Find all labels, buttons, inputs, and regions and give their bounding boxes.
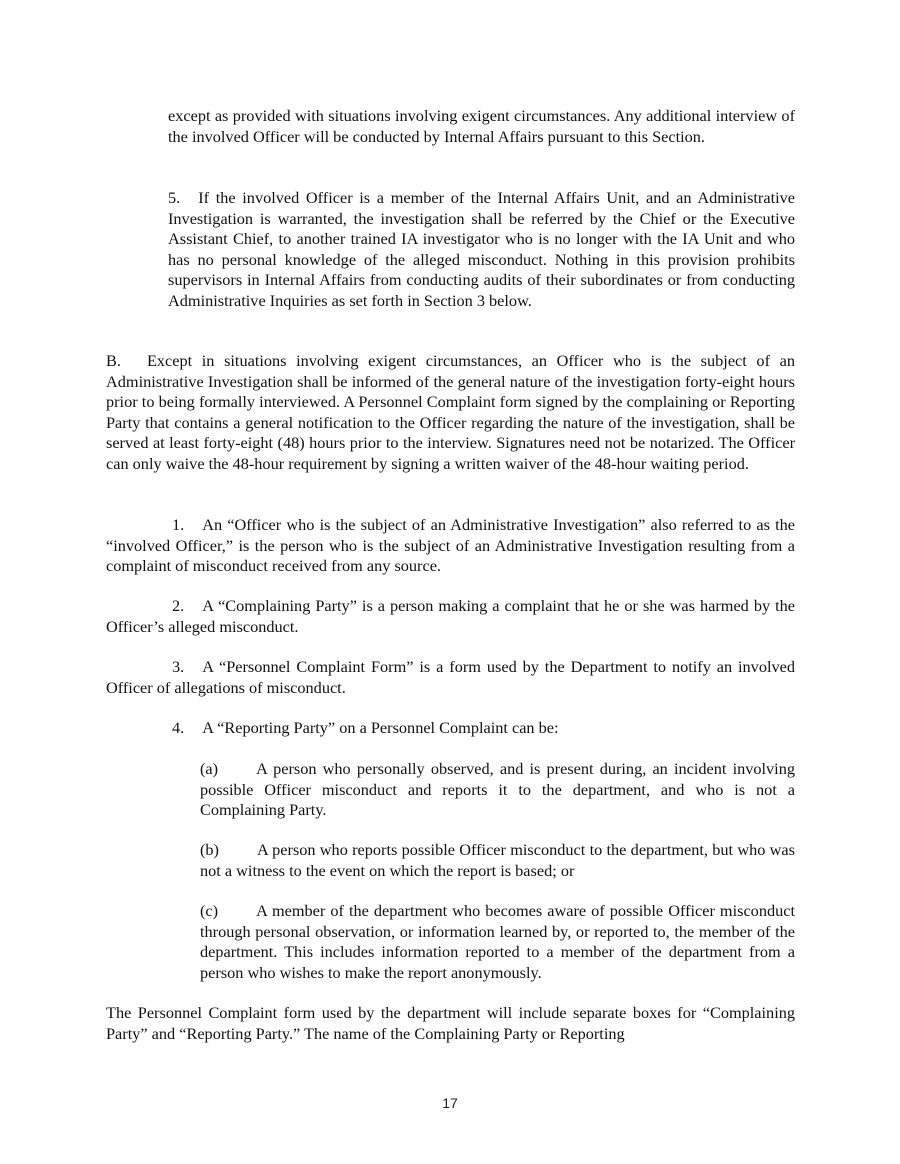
paragraph-a5 — [168, 188, 795, 311]
paragraph-text: A “Personnel Complaint Form” is a form used by the Department to notify an involved Officer of allegations of misconduct. — [106, 657, 795, 697]
paragraph-text: If the involved Officer is a member of the Internal Affairs Unit, and an Administrative Investigation is warranted, the investigation shall be referred by the Chief or the Executive Assistant Chief, to another trained IA investigator who is no longer with the IA Unit and who has no personal knowledge of the alleged misconduct. Nothing in this provision prohibits supervisors in Internal Affairs from conducting audits of their subordinates or from conducting Administrative Inquiries as set forth in Section 3 below. — [168, 188, 795, 310]
paragraph-text: A member of the department who becomes aware of possible Officer misconduct through personal observation, or information learned by, or reported to, the member of the department. This includes information reported to a member of the department from a person who wishes to make the report anonymously. — [200, 901, 795, 982]
paragraph-b2 — [106, 596, 795, 637]
paragraph-b4a — [200, 759, 795, 821]
paragraph-number: 4. — [172, 718, 185, 737]
paragraph-text: The Personnel Complaint form used by the department will include separate boxes for “Complaining Party” and “Reporting Party.” The name of the Complaining Party or Reporting — [106, 1003, 795, 1043]
paragraph-a4-continuation — [168, 106, 795, 147]
paragraph-number: 5. — [168, 188, 181, 207]
paragraph-text: A person who reports possible Officer misconduct to the department, but who was not a witness to the event on which the report is based; or — [200, 840, 795, 880]
paragraph-number: 3. — [172, 657, 185, 676]
page-number: 17 — [442, 1095, 458, 1111]
paragraph-label: (a) — [200, 759, 219, 778]
paragraph-label: (b) — [200, 840, 219, 859]
paragraph-text: except as provided with situations involving exigent circumstances. Any additional interview of the involved Officer will be conducted by Internal Affairs pursuant to this Section. — [168, 106, 795, 146]
paragraph-number: 2. — [172, 596, 185, 615]
paragraph-number: 1. — [172, 515, 185, 534]
paragraph-label: B. — [106, 351, 121, 370]
paragraph-b3 — [106, 657, 795, 698]
paragraph-label: (c) — [200, 901, 219, 920]
paragraph-text: A person who personally observed, and is present during, an incident involving possible Officer misconduct and reports it to the department, and who is not a Complaining Party. — [200, 759, 795, 819]
paragraph-text: A “Reporting Party” on a Personnel Complaint can be: — [202, 718, 559, 737]
paragraph-text: An “Officer who is the subject of an Administrative Investigation” also referred to as the “involved Officer,” is the person who is the subject of an Administrative Investigation resulting from a complaint of misconduct received from any source. — [106, 515, 795, 575]
paragraph-final — [106, 1003, 795, 1044]
paragraph-b1 — [106, 515, 795, 577]
paragraph-b4b — [200, 840, 795, 881]
paragraph-b — [106, 351, 795, 474]
paragraph-text: Except in situations involving exigent circumstances, an Officer who is the subject of an Administrative Investigation shall be informed of the general nature of the investigation forty-eight hours prior to being formally interviewed. A Personnel Complaint form signed by the complaining or Reporting Party that contains a general notification to the Officer regarding the nature of the investigation, shall be served at least forty-eight (48) hours prior to the interview. Signatures need not be notarized. The Officer can only waive the 48-hour requirement by signing a written waiver of the 48-hour waiting period. — [106, 351, 795, 473]
paragraph-text: A “Complaining Party” is a person making a complaint that he or she was harmed by the Officer’s alleged misconduct. — [106, 596, 795, 636]
paragraph-b4 — [106, 718, 795, 739]
paragraph-b4c — [200, 901, 795, 983]
